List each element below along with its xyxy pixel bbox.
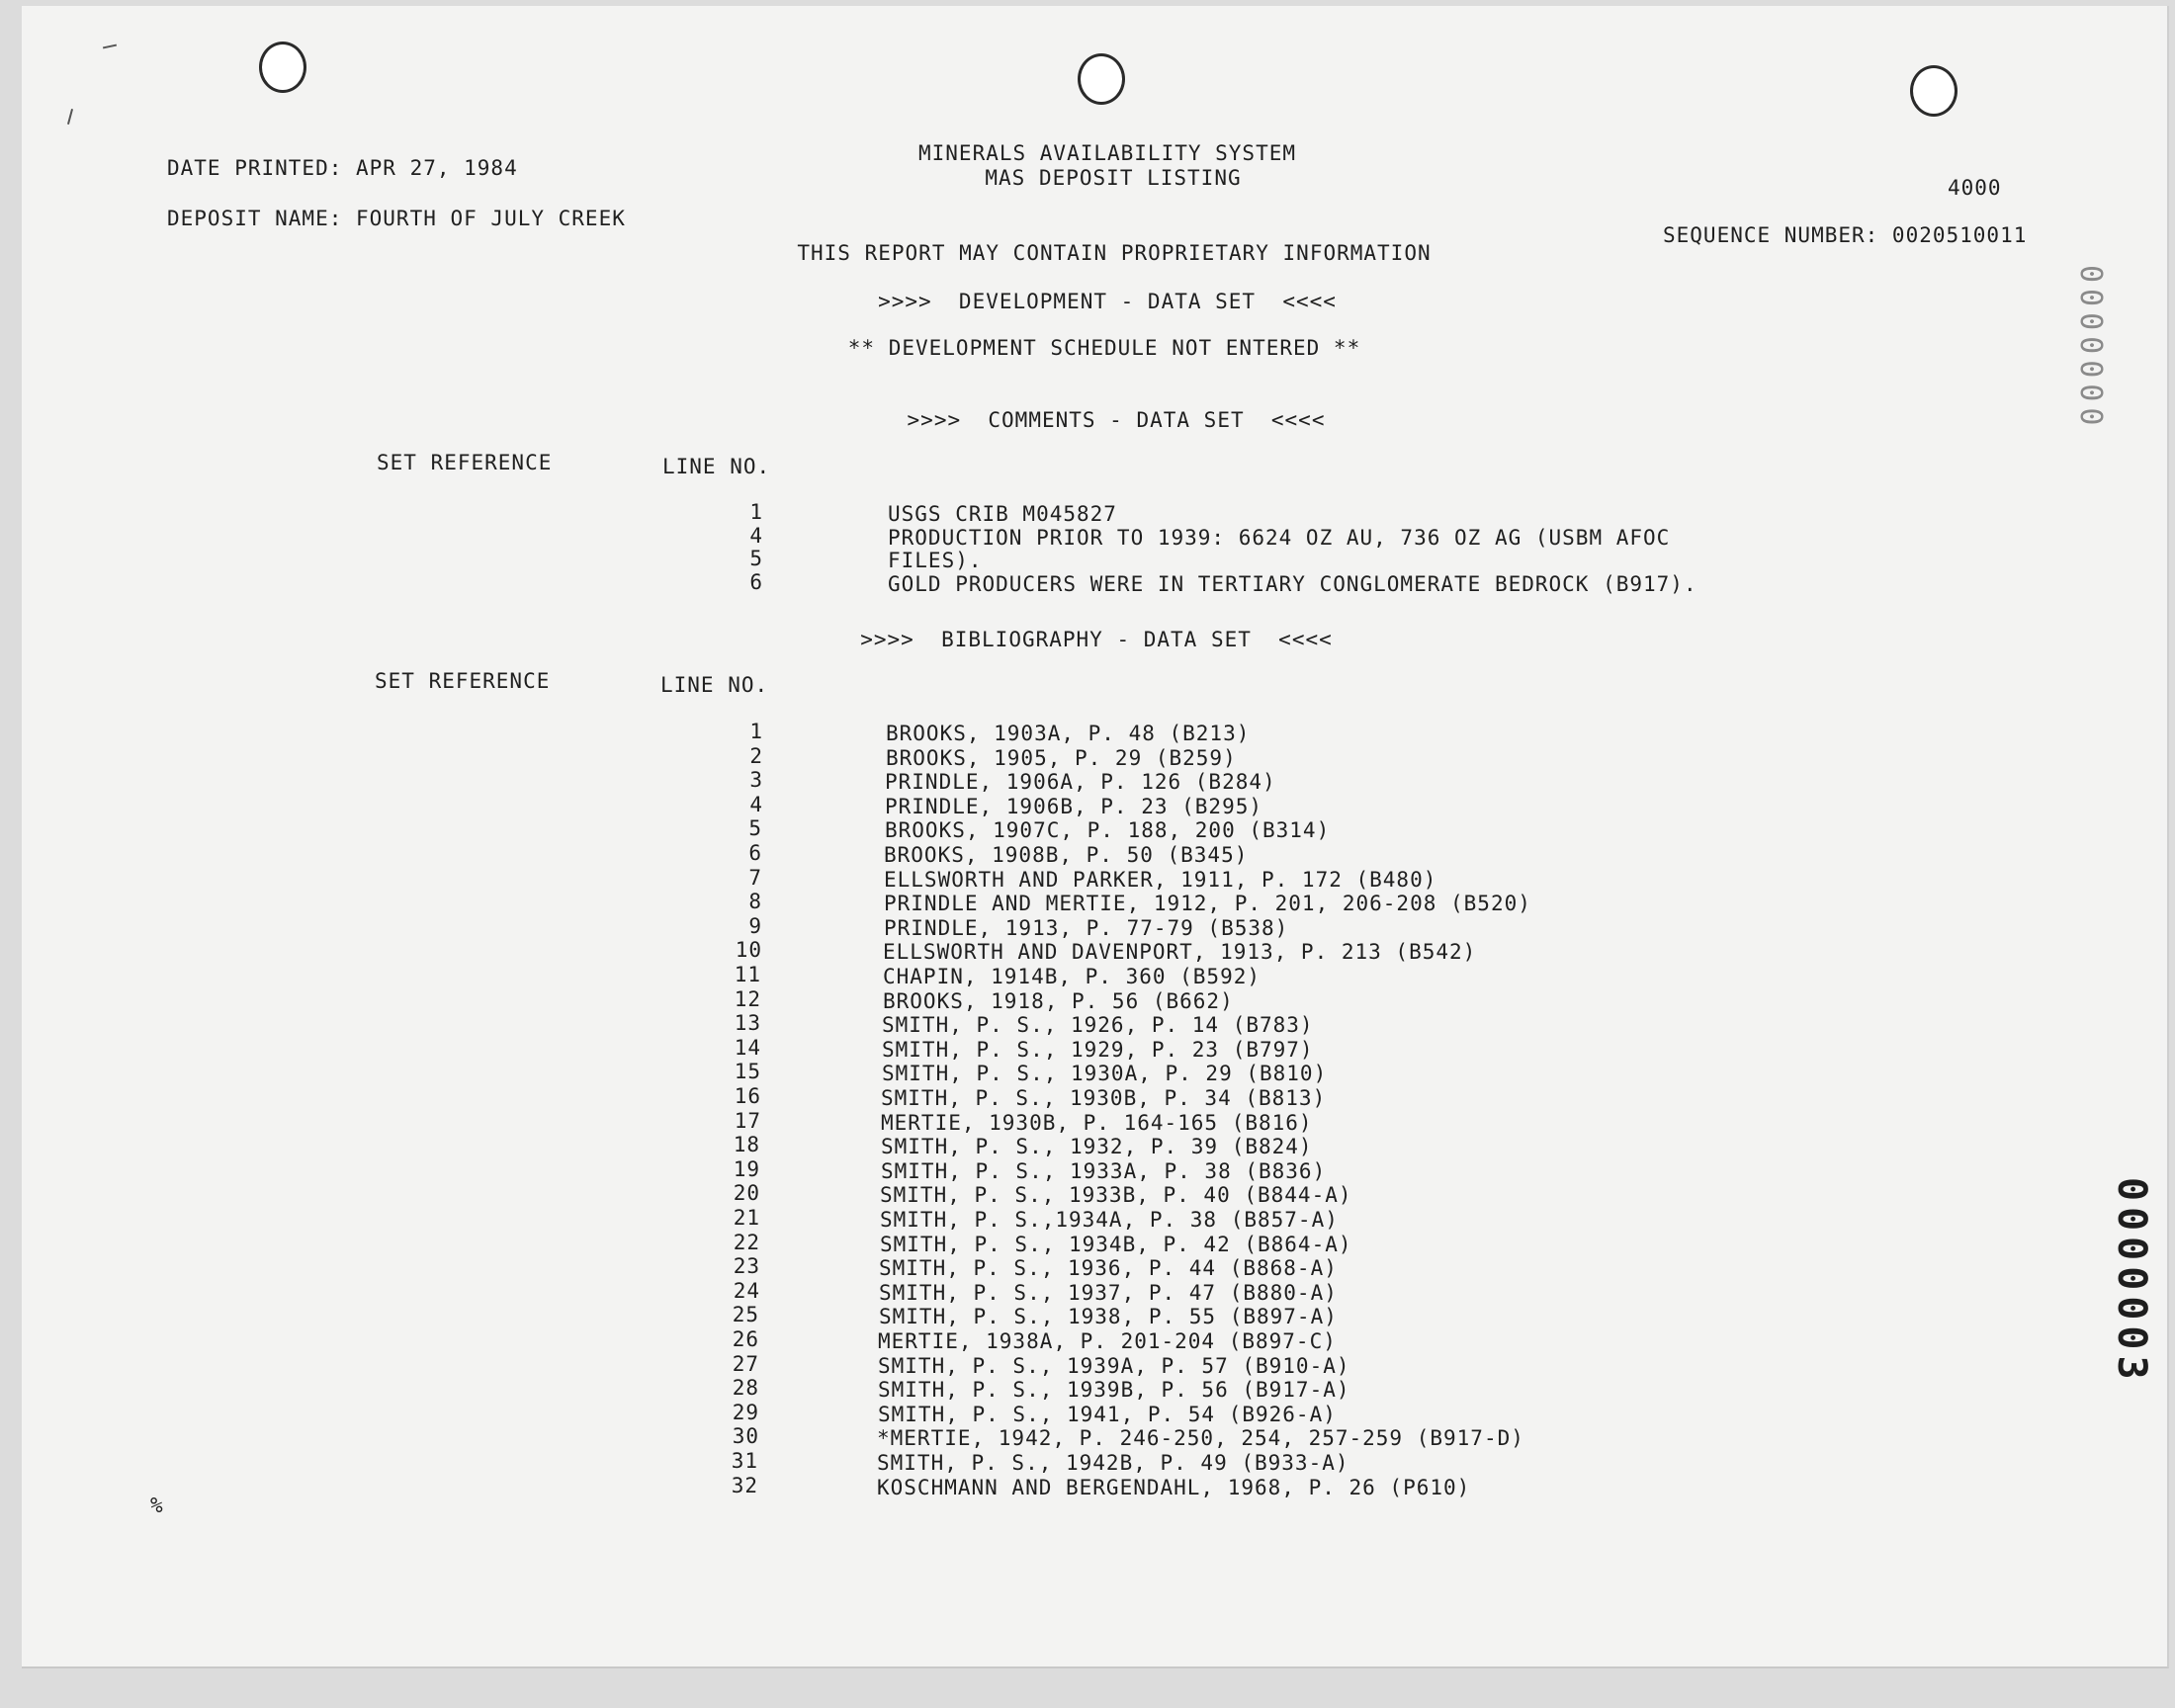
line-text: SMITH, P. S., 1942B, P. 49 (B933-A) xyxy=(877,1451,1349,1475)
bibliography-set-reference-header: SET REFERENCE xyxy=(375,669,551,693)
line-text: SMITH, P. S., 1930B, P. 34 (B813) xyxy=(881,1086,1327,1110)
line-text: PRODUCTION PRIOR TO 1939: 6624 OZ AU, 736 OZ AG (USBM AFOC xyxy=(888,525,1671,550)
punch-hole-center xyxy=(1078,53,1125,105)
line-number: 8 xyxy=(748,890,762,914)
line-number: 15 xyxy=(734,1060,761,1084)
line-number: 18 xyxy=(733,1133,760,1157)
line-text: *MERTIE, 1942, P. 246-250, 254, 257-259 (B917-D) xyxy=(877,1426,1524,1451)
line-text: SMITH, P. S., 1926, P. 14 (B783) xyxy=(882,1013,1314,1038)
line-number: 1 xyxy=(749,720,763,743)
bibliography-line-no-header: LINE NO. xyxy=(660,673,769,697)
line-text: BROOKS, 1908B, P. 50 (B345) xyxy=(884,843,1249,867)
line-number: 5 xyxy=(748,816,762,841)
line-text: ELLSWORTH AND PARKER, 1911, P. 172 (B480) xyxy=(884,867,1437,892)
line-number: 19 xyxy=(733,1156,760,1181)
development-note: ** DEVELOPMENT SCHEDULE NOT ENTERED ** xyxy=(847,336,1361,360)
line-text: USGS CRIB M045827 xyxy=(888,502,1117,526)
line-text: SMITH, P. S., 1937, P. 47 (B880-A) xyxy=(879,1280,1338,1305)
line-number: 22 xyxy=(733,1230,760,1254)
line-text: SMITH, P. S., 1933A, P. 38 (B836) xyxy=(881,1158,1327,1183)
line-number: 32 xyxy=(731,1473,758,1497)
line-number: 28 xyxy=(732,1376,759,1401)
line-text: PRINDLE AND MERTIE, 1912, P. 201, 206-208 (B520) xyxy=(884,892,1531,916)
line-text: SMITH, P. S., 1930A, P. 29 (B810) xyxy=(882,1062,1328,1086)
comments-heading: >>>> COMMENTS - DATA SET <<<< xyxy=(907,408,1326,432)
line-text: FILES). xyxy=(888,549,983,572)
line-text: KOSCHMANN AND BERGENDAHL, 1968, P. 26 (P610) xyxy=(877,1475,1471,1499)
line-text: BROOKS, 1905, P. 29 (B259) xyxy=(886,745,1237,770)
line-number: 14 xyxy=(734,1035,761,1060)
line-number: 31 xyxy=(731,1449,758,1473)
line-number: 26 xyxy=(732,1327,759,1351)
line-text: SMITH, P. S., 1936, P. 44 (B868-A) xyxy=(879,1256,1338,1281)
line-number: 24 xyxy=(733,1278,760,1303)
line-text: MERTIE, 1938A, P. 201-204 (B897-C) xyxy=(878,1329,1337,1353)
line-number: 2 xyxy=(749,743,763,768)
line-text: GOLD PRODUCERS WERE IN TERTIARY CONGLOMERATE BEDROCK (B917). xyxy=(888,571,1697,596)
punch-hole-left xyxy=(259,42,306,93)
date-printed: DATE PRINTED: APR 27, 1984 xyxy=(167,156,518,180)
line-number: 1 xyxy=(749,500,763,524)
page-stamp: 0000003 xyxy=(2109,1177,2154,1386)
line-text: PRINDLE, 1913, P. 77-79 (B538) xyxy=(884,915,1289,940)
line-text: BROOKS, 1918, P. 56 (B662) xyxy=(883,988,1234,1013)
system-title: MINERALS AVAILABILITY SYSTEM xyxy=(917,141,1297,165)
line-number: 17 xyxy=(734,1108,761,1133)
line-text: SMITH, P. S., 1929, P. 23 (B797) xyxy=(882,1037,1314,1062)
report-code: 4000 xyxy=(1948,176,2002,200)
line-number: 5 xyxy=(749,547,763,570)
line-text: CHAPIN, 1914B, P. 360 (B592) xyxy=(883,965,1262,988)
line-number: 4 xyxy=(749,523,763,548)
line-text: BROOKS, 1907C, P. 188, 200 (B314) xyxy=(885,818,1331,843)
line-number: 10 xyxy=(735,938,762,963)
line-number: 6 xyxy=(749,569,763,594)
line-number: 12 xyxy=(734,986,761,1011)
line-number: 21 xyxy=(733,1206,760,1230)
report-sheet xyxy=(22,6,2169,1668)
page-stamp-faint: 0000000 xyxy=(2073,265,2108,432)
line-number: 11 xyxy=(734,963,761,986)
punch-hole-right xyxy=(1910,65,1958,117)
deposit-name: DEPOSIT NAME: FOURTH OF JULY CREEK xyxy=(167,207,626,230)
proprietary-notice: THIS REPORT MAY CONTAIN PROPRIETARY INFORMATION xyxy=(797,241,1432,265)
line-number: 3 xyxy=(749,768,763,793)
line-number: 13 xyxy=(734,1011,761,1036)
line-number: 16 xyxy=(734,1084,761,1108)
line-text: SMITH, P. S.,1934A, P. 38 (B857-A) xyxy=(880,1208,1339,1232)
sequence-number: SEQUENCE NUMBER: 0020510011 xyxy=(1663,223,2028,247)
line-text: SMITH, P. S., 1938, P. 55 (B897-A) xyxy=(879,1305,1338,1329)
line-text: SMITH, P. S., 1939A, P. 57 (B910-A) xyxy=(878,1353,1350,1378)
line-number: 20 xyxy=(733,1181,760,1206)
pen-mark xyxy=(67,109,73,125)
line-text: SMITH, P. S., 1934B, P. 42 (B864-A) xyxy=(880,1232,1352,1256)
line-text: MERTIE, 1930B, P. 164-165 (B816) xyxy=(881,1110,1313,1135)
line-number: 4 xyxy=(749,792,763,816)
comments-set-reference-header: SET REFERENCE xyxy=(377,451,553,474)
line-text: ELLSWORTH AND DAVENPORT, 1913, P. 213 (B542) xyxy=(883,940,1477,965)
line-number: 29 xyxy=(732,1400,759,1424)
development-heading: >>>> DEVELOPMENT - DATA SET <<<< xyxy=(878,290,1337,313)
line-number: 6 xyxy=(748,841,762,865)
line-text: SMITH, P. S., 1933B, P. 40 (B844-A) xyxy=(880,1183,1352,1208)
line-text: PRINDLE, 1906A, P. 126 (B284) xyxy=(885,770,1276,795)
listing-title: MAS DEPOSIT LISTING xyxy=(985,166,1242,190)
pen-mark xyxy=(103,44,117,49)
line-text: PRINDLE, 1906B, P. 23 (B295) xyxy=(885,794,1263,818)
line-text: SMITH, P. S., 1932, P. 39 (B824) xyxy=(881,1135,1313,1159)
line-number: 23 xyxy=(733,1254,760,1279)
line-number: 9 xyxy=(748,913,762,938)
footer-mark: % xyxy=(150,1494,164,1517)
line-number: 25 xyxy=(732,1303,759,1327)
comments-line-no-header: LINE NO. xyxy=(662,455,771,478)
line-text: BROOKS, 1903A, P. 48 (B213) xyxy=(886,722,1251,745)
line-number: 7 xyxy=(748,865,762,890)
line-number: 30 xyxy=(732,1424,759,1449)
line-text: SMITH, P. S., 1941, P. 54 (B926-A) xyxy=(878,1402,1337,1426)
line-number: 27 xyxy=(732,1351,759,1376)
line-text: SMITH, P. S., 1939B, P. 56 (B917-A) xyxy=(878,1378,1350,1403)
bibliography-heading: >>>> BIBLIOGRAPHY - DATA SET <<<< xyxy=(860,628,1333,651)
